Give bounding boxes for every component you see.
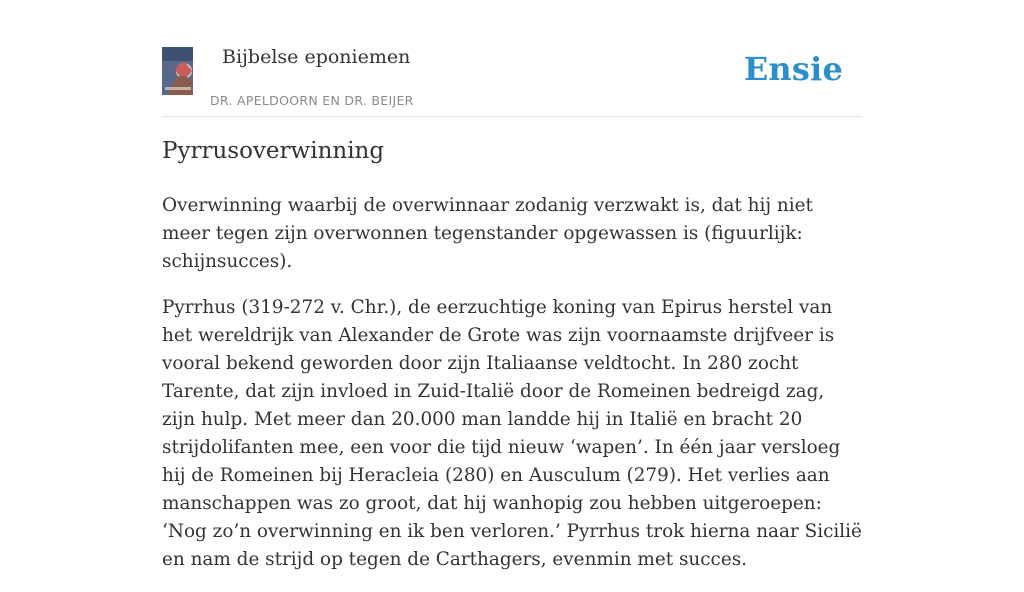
entry-title: Pyrrusoverwinning xyxy=(162,138,385,164)
definition-paragraph: Overwinning waarbij de overwinnaar zodanig verzwakt is, dat hij niet meer tegen zijn overwonnen tegenstander opgewassen is (figuurlijk: schijnsucces). xyxy=(162,195,813,272)
book-cover-thumbnail[interactable] xyxy=(162,47,193,95)
ensie-logo[interactable]: Ensie xyxy=(743,50,843,88)
entry-content xyxy=(162,192,862,592)
book-cover-image xyxy=(162,47,193,95)
book-author: DR. APELDOORN EN DR. BEIJER xyxy=(210,93,414,108)
history-paragraph: Pyrrhus (319-272 v. Chr.), de eerzuchtige koning van Epirus herstel van het wereldrijk van Alexander de Grote was zijn voornaamste drijfveer is vooral bekend geworden door zijn Italiaanse veldtocht. In 280 zocht Tarente, dat zijn invloed in Zuid-Italië door de Romeinen bedreigd zag, zijn hulp. Met meer dan 20.000 man landde hij in Italië en bracht 20 strijdolifanten mee, een voor die tijd nieuw ‘wapen’. In één jaar versloeg hij de Romeinen bij Heracleia (280) en Ausculum (279). Het verlies aan manschappen was zo groot, dat hij wanhopig zou hebben uitgeroepen: ‘Nog zo’n overwinning en ik ben verloren.’ Pyrrhus trok hierna naar Sicilië en nam de strijd op tegen de Carthagers, evenmin met succes. xyxy=(162,297,862,570)
source-header xyxy=(162,40,862,117)
book-title-link[interactable]: Bijbelse eponiemen xyxy=(222,46,411,68)
